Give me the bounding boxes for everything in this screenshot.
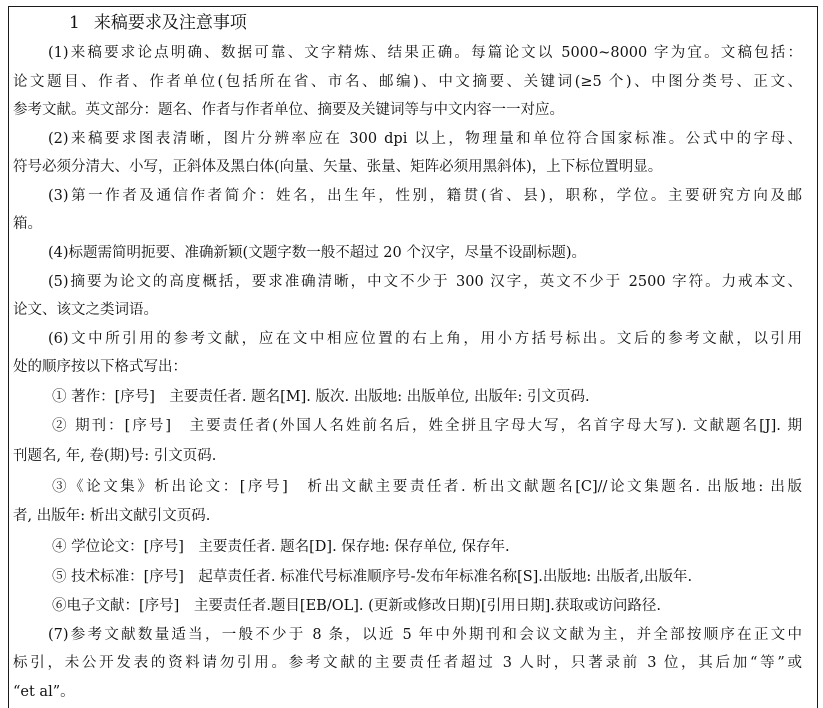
ref-format-journal-line-2: 刊题名, 年, 卷(期)号: 引文页码. [13, 448, 217, 464]
para-3-line-1: (3)第一作者及通信作者简介：姓名，出生年，性别，籍贯(省、县)，职称，学位。主要研究方向及邮 [48, 188, 802, 204]
para-7-line-1: (7)参考文献数量适当，一般不少于 8 条，以近 5 年中外期刊和会议文献为主，并全部按顺序在正文中 [48, 627, 802, 643]
ref-format-electronic: ⑥电子文献：[序号] 主要责任者.题目[EB/OL]. (更新或修改日期)[引用日期].获取或访问路径. [52, 598, 661, 614]
section-heading [69, 12, 247, 34]
para-1-line-2: 论文题目、作者、作者单位(包括所在省、市名、邮编)、中文摘要、关键词(≥5 个)、中图分类号、正文、 [13, 74, 802, 90]
ref-format-book: ① 著作：[序号] 主要责任者. 题名[M]. 版次. 出版地: 出版单位, 出版年: 引文页码. [52, 389, 590, 405]
para-4-line-1: (4)标题需简明扼要、准确新颖(文题字数一般不超过 20 个汉字，尽量不设副标题)。 [48, 245, 587, 261]
ref-format-proceedings-line-1: ③《论文集》析出论文：[序号] 析出文献主要责任者. 析出文献题名[C]//论文集题名. 出版地: 出版 [52, 479, 802, 495]
para-5-line-2: 论文、该文之类词语。 [13, 302, 158, 318]
ref-format-journal-line-1: ② 期刊：[序号] 主要责任者(外国人名姓前名后，姓全拼且字母大写，名首字母大写). 文献题名[J]. 期 [52, 418, 802, 434]
para-5-line-1: (5)摘要为论文的高度概括，要求准确清晰，中文不少于 300 汉字，英文不少于 2500 字符。力戒本文、 [48, 274, 802, 290]
ref-format-thesis: ④ 学位论文：[序号] 主要责任者. 题名[D]. 保存地: 保存单位, 保存年. [52, 539, 510, 555]
para-2-line-2: 符号必须分清大、小写，正斜体及黑白体(向量、矢量、张量、矩阵必须用黑斜体)，上下标位置明显。 [13, 159, 663, 175]
ref-format-standard: ⑤ 技术标准：[序号] 起草责任者. 标准代号标准顺序号-发布年标准名称[S].出版地: 出版者,出版年. [52, 569, 693, 585]
section-number: 1 [69, 13, 80, 33]
para-3-line-2: 箱。 [13, 216, 42, 232]
para-6-line-2: 处的顺序按以下格式写出： [13, 359, 187, 375]
para-1-line-3: 参考文献。英文部分：题名、作者与作者单位、摘要及关键词等与中文内容一一对应。 [13, 102, 564, 118]
para-2-line-1: (2)来稿要求图表清晰，图片分辨率应在 300 dpi 以上，物理量和单位符合国家标准。公式中的字母、 [48, 131, 802, 147]
para-7-line-2: 标引，未公开发表的资料请勿引用。参考文献的主要责任者超过 3 人时，只著录前 3 位，其后加“等”或 [13, 655, 802, 671]
ref-format-proceedings-line-2: 者, 出版年: 析出文献引文页码. [13, 508, 211, 524]
para-7-line-3: “et al”。 [13, 684, 75, 700]
section-title: 来稿要求及注意事项 [93, 13, 247, 33]
para-1-line-1: (1)来稿要求论点明确、数据可靠、文字精炼、结果正确。每篇论文以 5000~8000 字为宜。文稿包括： [48, 45, 802, 61]
para-6-line-1: (6)文中所引用的参考文献，应在文中相应位置的右上角，用小方括号标出。文后的参考文献，以引用 [48, 331, 802, 347]
